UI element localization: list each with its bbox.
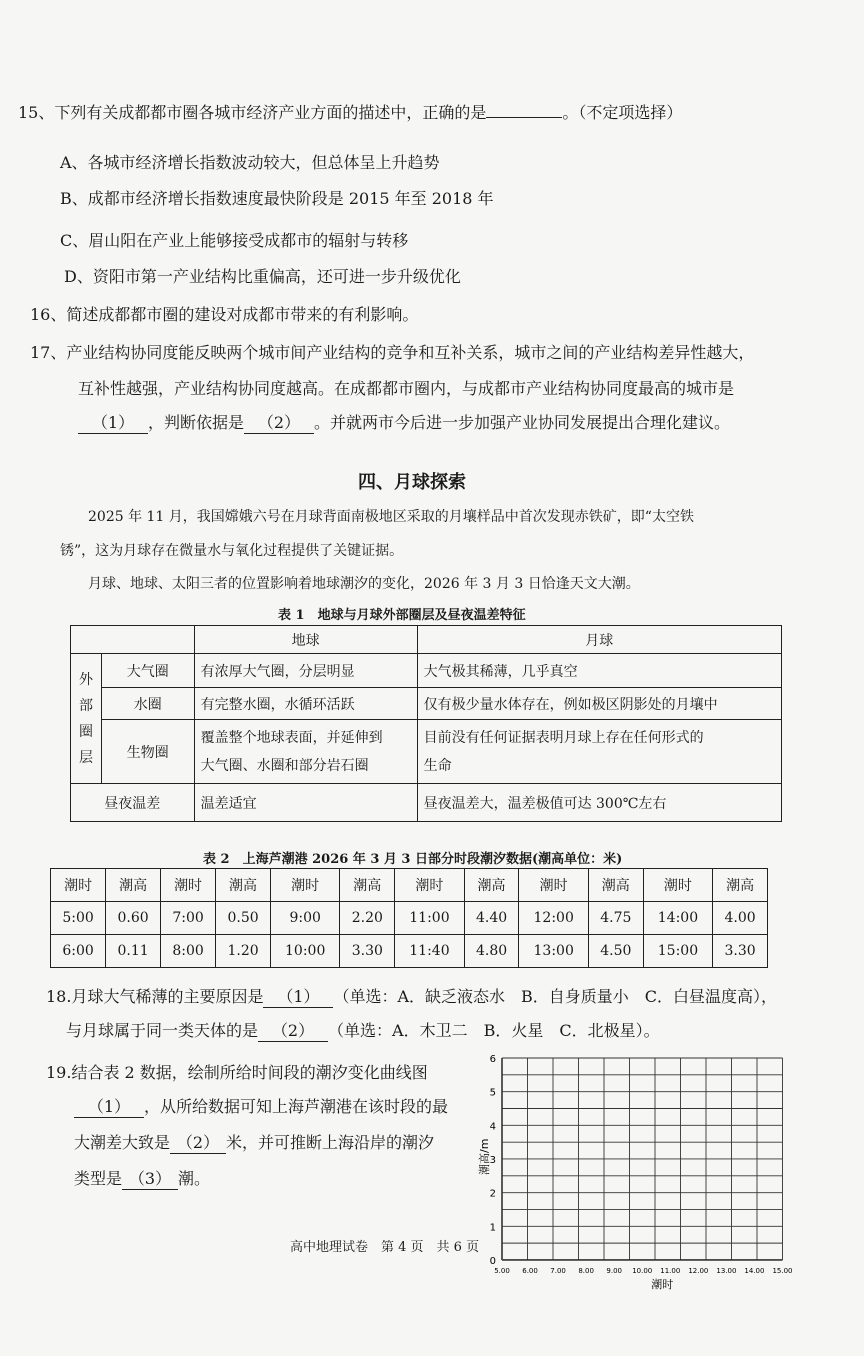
x-tick-label: 10.00 [632, 1266, 653, 1275]
option-c: C、眉山阳在产业上能够接受成都市的辐射与转移 [60, 231, 409, 250]
section-title: 四、月球探索 [358, 472, 466, 493]
x-tick-label: 15.00 [772, 1266, 793, 1275]
x-tick-labels [494, 1267, 792, 1275]
question-19-line3 [74, 1130, 434, 1154]
question-options: （单选：A．木卫二 B．火星 C．北极星）。 [328, 1021, 660, 1040]
group-char: 层 [79, 749, 93, 766]
table2-cell: 3.30 [713, 935, 768, 968]
x-tick-label: 7.00 [550, 1266, 566, 1275]
table2-cell: 5:00 [51, 902, 106, 935]
table2-cell: 3.30 [340, 935, 395, 968]
x-tick-label: 13.00 [716, 1266, 737, 1275]
table2-cell: 10:00 [270, 935, 339, 968]
y-tick-label: 3 [489, 1154, 496, 1166]
x-tick-label: 14.00 [744, 1266, 765, 1275]
answer-blank[interactable] [486, 117, 562, 118]
y-tick-label: 0 [489, 1255, 496, 1267]
table2-cell: 8:00 [160, 935, 215, 968]
table2-cell: 11:00 [395, 902, 464, 935]
table1-cell-earth [194, 720, 417, 784]
table2-cell: 9:00 [270, 902, 339, 935]
option-b: B、成都市经济增长指数速度最快阶段是 2015 年至 2018 年 [60, 189, 494, 208]
table2-cell: 7:00 [160, 902, 215, 935]
question-18-line1 [46, 984, 777, 1008]
x-tick-label: 5.00 [494, 1266, 510, 1275]
table2-cell: 14:00 [643, 902, 712, 935]
question-17-line2: 互补性越强，产业结构协同度越高。在成都都市圈内，与成都市产业结构协同度最高的城市是 [78, 379, 735, 398]
table2-header-cell: 潮时 [519, 869, 588, 902]
y-axis-label: 潮高/m [478, 1138, 491, 1175]
table2-cell: 15:00 [643, 935, 712, 968]
table2-header-cell: 潮时 [395, 869, 464, 902]
answer-grid[interactable] [476, 1050, 793, 1291]
x-tick-label: 8.00 [578, 1266, 594, 1275]
table2-header-row [51, 869, 768, 902]
table1-cell-earth: 有完整水圈，水循环活跃 [194, 688, 417, 720]
table2-cell: 4.40 [464, 902, 519, 935]
question-15-stem [18, 100, 682, 123]
table2-header-cell: 潮高 [216, 869, 271, 902]
group-char: 圈 [79, 723, 93, 740]
table1-header-moon: 月球 [417, 626, 781, 654]
cell-line: 覆盖整个地球表面，并延伸到 [200, 729, 383, 746]
table2 [50, 868, 768, 968]
question-options: （单选：A．缺乏液态水 B．自身质量小 C．白昼温度高）， [333, 987, 778, 1006]
question-text: 类型是 [74, 1169, 123, 1188]
question-text: 潮。 [178, 1169, 211, 1188]
y-tick-label: 4 [489, 1121, 496, 1133]
table2-cell: 4.50 [588, 935, 643, 968]
table2-row [51, 902, 768, 935]
table1-cell-earth: 有浓厚大气圈，分层明显 [194, 654, 417, 688]
question-text: 下列有关成都都市圈各城市经济产业方面的描述中，正确的是 [54, 103, 487, 122]
answer-blank-2[interactable]: （2） [244, 410, 314, 434]
x-axis-label: 潮时 [651, 1277, 674, 1291]
table2-header-cell: 潮时 [51, 869, 106, 902]
answer-blank-2[interactable]: （2） [170, 1130, 226, 1154]
table2-cell: 4.00 [713, 902, 768, 935]
table1-header-earth: 地球 [194, 626, 417, 654]
table1-caption: 表 1 地球与月球外部圈层及昼夜温差特征 [278, 608, 526, 623]
table2-header-cell: 潮高 [340, 869, 395, 902]
question-19-line1 [46, 1060, 428, 1083]
question-text: ，判断依据是 [148, 413, 245, 432]
question-text: 产业结构协同度能反映两个城市间产业结构的竞争和互补关系，城市之间的产业结构差异性越大， [66, 343, 755, 362]
answer-blank-1[interactable]: （1） [78, 410, 148, 434]
cell-line: 大气圈、水圈和部分岩石圈 [200, 757, 369, 774]
question-18-line2 [66, 1018, 660, 1042]
question-17-line1 [30, 340, 754, 363]
question-text: 与月球属于同一类天体的是 [66, 1021, 259, 1040]
question-text: 简述成都都市圈的建设对成都市带来的有利影响。 [66, 305, 419, 324]
table2-cell: 0.50 [216, 902, 271, 935]
answer-blank-3[interactable]: （3） [122, 1166, 178, 1190]
cell-line: 目前没有任何证据表明月球上存在任何形式的 [423, 729, 704, 746]
intro-paragraph-line2: 锈”，这为月球存在微量水与氧化过程提供了关键证据。 [60, 543, 404, 559]
table1-cell-moon: 仅有极少量水体存在，例如极区阴影处的月壤中 [417, 688, 781, 720]
grid-lines [502, 1058, 783, 1260]
table1-row-label: 大气圈 [102, 654, 195, 688]
question-text: 米，并可推断上海沿岸的潮汐 [226, 1133, 435, 1152]
x-tick-label: 11.00 [660, 1266, 681, 1275]
x-tick-label: 9.00 [606, 1266, 622, 1275]
question-number: 17、 [30, 343, 67, 362]
page-footer: 高中地理试卷 第 4 页 共 6 页 [290, 1240, 480, 1255]
question-19-line2 [74, 1094, 448, 1118]
question-text: 。并就两市今后进一步加强产业协同发展提出合理化建议。 [314, 413, 731, 432]
y-tick-label: 5 [489, 1087, 496, 1099]
question-text: 结合表 2 数据，绘制所给时间段的潮汐变化曲线图 [71, 1063, 428, 1082]
option-a: A、各城市经济增长指数波动较大，但总体呈上升趋势 [60, 153, 440, 172]
table2-header-cell: 潮时 [643, 869, 712, 902]
table2-header-cell: 潮时 [160, 869, 215, 902]
intro-paragraph-line1: 2025 年 11 月，我国嫦娥六号在月球背面南极地区采取的月壤样品中首次发现赤铁矿，即“太空铁 [88, 509, 694, 525]
y-tick-label: 6 [489, 1054, 496, 1065]
table2-row [51, 935, 768, 968]
table1-corner [71, 626, 195, 654]
table2-cell: 13:00 [519, 935, 588, 968]
question-17-line3 [78, 410, 730, 434]
table2-cell: 4.80 [464, 935, 519, 968]
table2-cell: 4.75 [588, 902, 643, 935]
question-number: 15、 [18, 103, 55, 122]
question-text: ，从所给数据可知上海芦潮港在该时段的最 [144, 1097, 449, 1116]
table2-cell: 11:40 [395, 935, 464, 968]
question-text: 月球大气稀薄的主要原因是 [71, 987, 264, 1006]
table1 [70, 625, 782, 822]
answer-blank-2[interactable]: （2） [258, 1018, 328, 1042]
table2-cell: 0.11 [106, 935, 161, 968]
intro-paragraph-2: 月球、地球、太阳三者的位置影响着地球潮汐的变化，2026 年 3 月 3 日恰逢天文大潮。 [88, 576, 640, 592]
table2-header-cell: 潮高 [713, 869, 768, 902]
table2-caption: 表 2 上海芦潮港 2026 年 3 月 3 日部分时段潮汐数据(潮高单位：米) [203, 852, 623, 867]
y-tick-label: 2 [489, 1188, 496, 1200]
table1-cell-moon: 大气极其稀薄，几乎真空 [417, 654, 781, 688]
table1-temp-label: 昼夜温差 [71, 784, 195, 822]
table1-temp-earth: 温差适宜 [194, 784, 417, 822]
y-tick-label: 1 [489, 1222, 496, 1234]
table2-header-cell: 潮时 [270, 869, 339, 902]
question-text: 大潮差大致是 [74, 1133, 171, 1152]
answer-blank-1[interactable]: （1） [74, 1094, 144, 1118]
table2-header-cell: 潮高 [464, 869, 519, 902]
table1-group-label [71, 654, 102, 784]
cell-line: 生命 [423, 757, 452, 774]
table1-row-label: 生物圈 [102, 720, 195, 784]
table2-cell: 0.60 [106, 902, 161, 935]
question-16 [30, 302, 418, 325]
question-19-line4 [74, 1166, 210, 1190]
x-tick-label: 6.00 [522, 1266, 538, 1275]
table2-cell: 12:00 [519, 902, 588, 935]
x-tick-label: 12.00 [688, 1266, 709, 1275]
table1-temp-moon: 昼夜温差大，温差极值可达 300℃左右 [417, 784, 781, 822]
table2-cell: 6:00 [51, 935, 106, 968]
table2-cell: 1.20 [216, 935, 271, 968]
table2-cell: 2.20 [340, 902, 395, 935]
group-char: 外 [79, 671, 93, 688]
answer-blank-1[interactable]: （1） [263, 984, 333, 1008]
question-number: 16、 [30, 305, 67, 324]
question-tail: 。（不定项选择） [562, 103, 683, 122]
table2-header-cell: 潮高 [588, 869, 643, 902]
table1-cell-moon [417, 720, 781, 784]
option-d: D、资阳市第一产业结构比重偏高，还可进一步升级优化 [64, 267, 461, 286]
question-number: 19. [46, 1063, 72, 1082]
group-char: 部 [79, 697, 93, 714]
question-number: 18. [46, 987, 72, 1006]
table1-row-label: 水圈 [102, 688, 195, 720]
table2-header-cell: 潮高 [106, 869, 161, 902]
